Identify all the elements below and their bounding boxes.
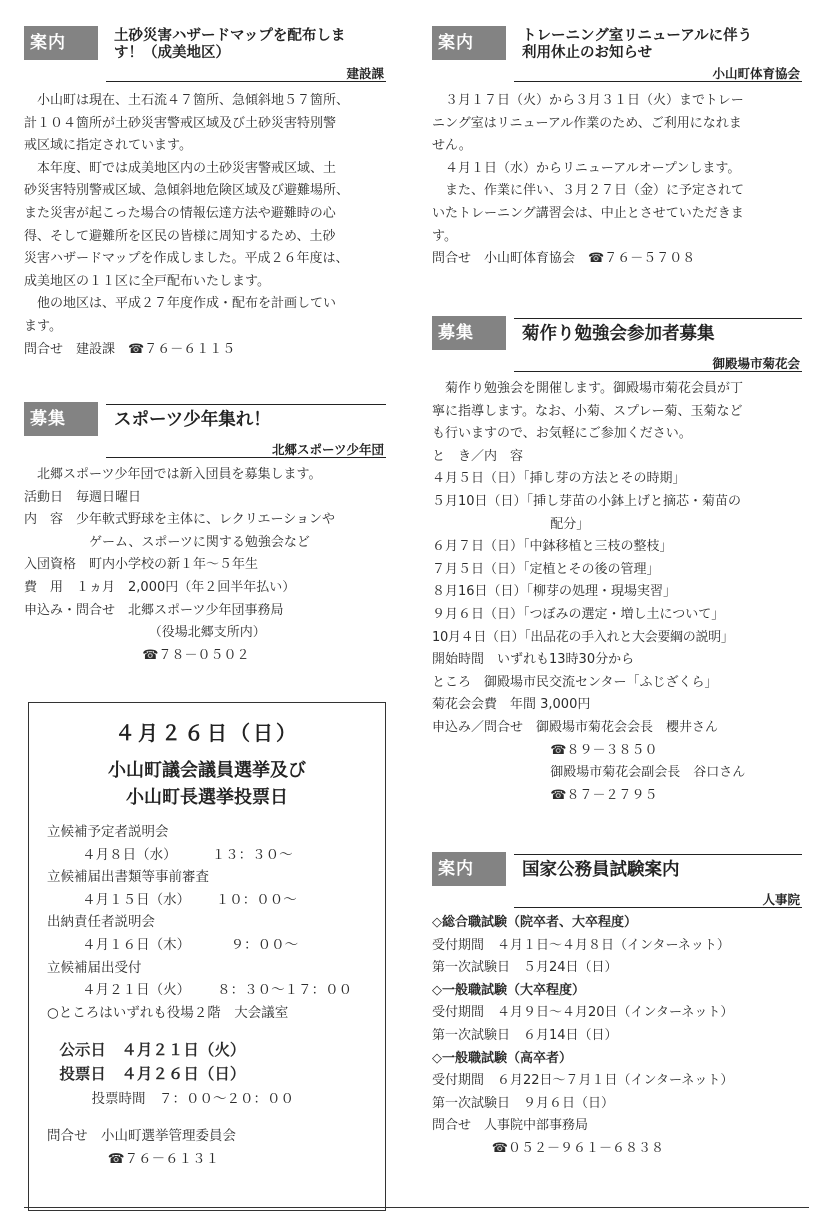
article-body (432, 378, 802, 807)
fee-line: 菊花会会費 年間 3,000円 (432, 697, 591, 713)
text-line: 寧に指導します。なお、小菊、スプレー菊、玉菊など (432, 403, 743, 419)
voting-hours: 投票時間 ７：００～２０：００ (91, 1091, 295, 1108)
schedule-item: 配分」 (550, 516, 590, 532)
schedule-item: ９月６日（日）「つぼみの選定・増し土について」 (432, 606, 725, 622)
announcement-date: 公示日 ４月２１日（火） (59, 1041, 246, 1060)
article-org: 小山町体育協会 (712, 66, 800, 81)
contact-line: 申込み／問合せ 御殿場市菊花会会長 櫻井さん (432, 719, 719, 735)
text-line: も行いますので、お気軽にご参加ください。 (432, 426, 692, 442)
info-row (24, 600, 386, 623)
info-row (24, 509, 386, 532)
schedule-label: 立候補届出書類等事前審査 (47, 869, 209, 886)
contact-line: 問合せ 小山町選挙管理委員会 (47, 1127, 236, 1144)
text-line: 戒区域に指定されています。 (24, 138, 192, 154)
exam-detail: 受付期間 ６月22日～７月１日（インターネット） (432, 1073, 734, 1089)
schedule-clock: １０：００～ (215, 891, 297, 908)
exam-detail: 第一次試験日 ６月14日（日） (432, 1027, 618, 1043)
row-label: 費 用 (24, 579, 77, 595)
title-line: 利用休止のお知らせ (522, 45, 653, 61)
article-civil-service-exam (432, 846, 802, 1161)
title-line: 小山町議会議員選挙及び (108, 760, 306, 781)
phone-number: ☎８９－３８５０ (550, 742, 658, 758)
intro-line: 北郷スポーツ少年団では新入団員を募集します。 (37, 467, 322, 482)
text-line: ニング室はリニューアル作業のため、ご利用になれま (432, 115, 742, 131)
election-schedule (47, 821, 379, 1170)
article-title (522, 28, 800, 62)
phone-number: ☎７６－６１３１ (107, 1150, 220, 1167)
page-bottom-rule (24, 1207, 809, 1208)
schedule-item: ４月５日（日）「挿し芽の方法とその時期」 (432, 471, 686, 487)
category-tag: 募集 (24, 402, 98, 436)
text-line: せん。 (432, 138, 472, 154)
venue-note: ○ところはいずれも役場２階 大会議室 (47, 1004, 289, 1021)
category-tag: 案内 (432, 26, 506, 60)
contact-person: 御殿場市菊花会副会長 谷口さん (550, 765, 746, 781)
schedule-time (47, 979, 379, 1002)
info-row (24, 554, 386, 577)
article-hazard-map (24, 20, 386, 361)
text-line: ます。 (24, 318, 62, 334)
schedule-label: 出納責任者説明会 (47, 914, 155, 931)
schedule-item: 10月４日（日）「出品花の手入れと大会要綱の説明」 (432, 629, 734, 645)
row-label: 入団資格 (24, 557, 90, 573)
row-value: 毎週日曜日 (76, 489, 142, 505)
exam-category: ◇総合職試験（院卒者、大卒程度） (432, 915, 637, 930)
exam-detail: 第一次試験日 ５月24日（日） (432, 960, 618, 976)
paragraph: ４月１日（水）からリニューアルオープンします。 (445, 160, 741, 176)
category-tag: 案内 (24, 26, 98, 60)
schedule-date: ４月２１日（火） (82, 982, 191, 999)
schedule-label: 立候補届出受付 (47, 959, 142, 976)
title-line: トレーニング室リニューアルに伴う (522, 28, 753, 44)
schedule-date: ４月１６日（木） (82, 936, 191, 953)
article-body (24, 464, 386, 667)
schedule-time (47, 844, 379, 867)
exam-detail: 受付期間 ４月１日～４月８日（インターネット） (432, 937, 730, 953)
schedule-date: ４月８日（水） (82, 846, 177, 863)
phone-number: ☎０５２－９６１－６８３８ (491, 1140, 664, 1156)
exam-category: ◇一般職試験（高卒者） (432, 1050, 572, 1066)
header-rule (514, 907, 802, 908)
schedule-item: ６月７日（日）「中鉢移植と三枝の整枝」 (432, 539, 673, 555)
exam-category: ◇一般職試験（大卒程度） (432, 982, 585, 998)
row-value: ゲーム、スポーツに関する勉強会など (89, 534, 310, 550)
article-title: 国家公務員試験案内 (522, 860, 680, 880)
article-header (24, 396, 386, 462)
schedule-item: ７月５日（日）「定植とその後の管理」 (432, 561, 660, 577)
paragraph (432, 180, 802, 248)
article-sports-club (24, 396, 386, 667)
article-chrysanthemum (432, 310, 802, 807)
office-note: （役場北郷支所内） (148, 625, 266, 641)
paragraph (24, 158, 386, 294)
paragraph (24, 90, 386, 158)
voting-date: 投票日 ４月２６日（日） (59, 1065, 246, 1084)
schedule-time (47, 889, 379, 912)
title-line: 土砂災害ハザードマップを配布しま (114, 28, 346, 44)
row-label: 活動日 (24, 489, 77, 505)
title-line: す！（成美地区） (114, 45, 230, 61)
article-header (432, 310, 802, 376)
venue-line: ところ 御殿場市民交流センター「ふじざくら」 (432, 674, 718, 690)
election-date: ４月２６日（日） (115, 721, 299, 745)
paragraph (432, 378, 802, 446)
title-line: 小山町長選挙投票日 (126, 787, 288, 808)
text-line: ３月１７日（火）から３月３１日（火）までトレー (445, 93, 744, 108)
row-value: 少年軟式野球を主体に、レクリエーションや (76, 512, 335, 528)
schedule-item: ８月16日（日）「柳芽の処理・現場実習」 (432, 584, 677, 600)
title-rule (106, 404, 386, 405)
text-line: 得、そして避難所を区民の皆様に周知するため、土砂 (24, 228, 336, 244)
paragraph (24, 293, 386, 338)
category-tag: 案内 (432, 852, 506, 886)
schedule-clock: １３：３０～ (211, 846, 293, 863)
title-rule (514, 854, 802, 855)
exam-detail: 第一次試験日 ９月６日（日） (432, 1095, 615, 1111)
article-body (24, 90, 386, 361)
row-value: 町内小学校の新１年～５年生 (89, 557, 259, 573)
article-body (432, 912, 802, 1161)
text-line: 砂災害特別警戒区域、急傾斜地危険区域及び避難場所、 (24, 183, 350, 199)
text-line: す。 (432, 228, 457, 244)
election-title (29, 757, 385, 811)
schedule-label: 立候補予定者説明会 (47, 824, 169, 840)
text-line: いたトレーニング講習会は、中止とさせていただきま (432, 205, 744, 221)
category-tag: 募集 (432, 316, 506, 350)
info-row (24, 532, 386, 555)
start-time: 開始時間 いずれも13時30分から (432, 652, 635, 668)
article-header (432, 20, 802, 86)
article-org: 建設課 (346, 66, 384, 81)
schedule-item: ５月10日（日）「挿し芽苗の小鉢上げと摘芯・菊苗の (432, 493, 742, 509)
article-title: スポーツ少年集れ！ (114, 410, 271, 430)
contact-line: 問合せ 小山町体育協会 ☎７６－５７０８ (432, 251, 696, 267)
paragraph (432, 90, 802, 158)
text-line: 計１０４箇所が土砂災害警戒区域及び土砂災害特別警 (24, 115, 337, 131)
phone-number: ☎８７－２７９５ (550, 787, 658, 803)
contact-line: 問合せ 人事院中部事務局 (432, 1118, 589, 1134)
row-value: 北郷スポーツ少年団事務局 (128, 602, 284, 618)
phone-number: ☎７８－０５０２ (142, 647, 250, 663)
article-title (114, 28, 384, 62)
row-label: 内 容 (24, 512, 77, 528)
text-line: 本年度、町では成美地区内の土砂災害警戒区域、土 (37, 160, 337, 176)
article-org: 御殿場市菊花会 (712, 356, 800, 371)
schedule-clock: ９：００～ (230, 936, 299, 953)
text-line: また災害が起こった場合の情報伝達方法や避難時の心 (24, 205, 336, 221)
text-line: また、作業に伴い、３月２７日（金）に予定されて (445, 183, 745, 199)
text-line: 菊作り勉強会を開催します。御殿場市菊花会員が丁 (445, 381, 743, 396)
article-org: 人事院 (762, 892, 800, 907)
text-line: 成美地区の１１区に全戸配布いたします。 (24, 273, 270, 289)
info-row (24, 487, 386, 510)
text-line: 他の地区は、平成２７年度作成・配布を計画してい (37, 296, 337, 312)
schedule-time (47, 934, 379, 957)
schedule-heading: と き／内 容 (432, 448, 524, 464)
info-row (24, 577, 386, 600)
article-title: 菊作り勉強会参加者募集 (522, 324, 715, 344)
row-value: １ヵ月 2,000円（年２回半年払い） (76, 579, 296, 595)
election-notice-box (28, 702, 386, 1211)
schedule-date: ４月１５日（水） (82, 891, 191, 908)
exam-detail: 受付期間 ４月９日～４月20日（インターネット） (432, 1005, 734, 1021)
text-line: 小山町は現在、土石流４７箇所、急傾斜地５７箇所、 (37, 93, 350, 108)
header-rule (106, 81, 386, 82)
article-body (432, 90, 802, 271)
article-org: 北郷スポーツ少年団 (271, 442, 384, 457)
contact-line: 問合せ 建設課 ☎７６－６１１５ (24, 341, 236, 357)
schedule-clock: ８：３０～１７：００ (217, 982, 353, 999)
text-line: 災害ハザードマップを作成しました。平成２６年度は、 (24, 251, 349, 267)
article-header (24, 20, 386, 86)
row-label: 申込み・問合せ (24, 602, 129, 618)
title-rule (514, 318, 802, 319)
article-training-room (432, 20, 802, 271)
article-header (432, 846, 802, 912)
